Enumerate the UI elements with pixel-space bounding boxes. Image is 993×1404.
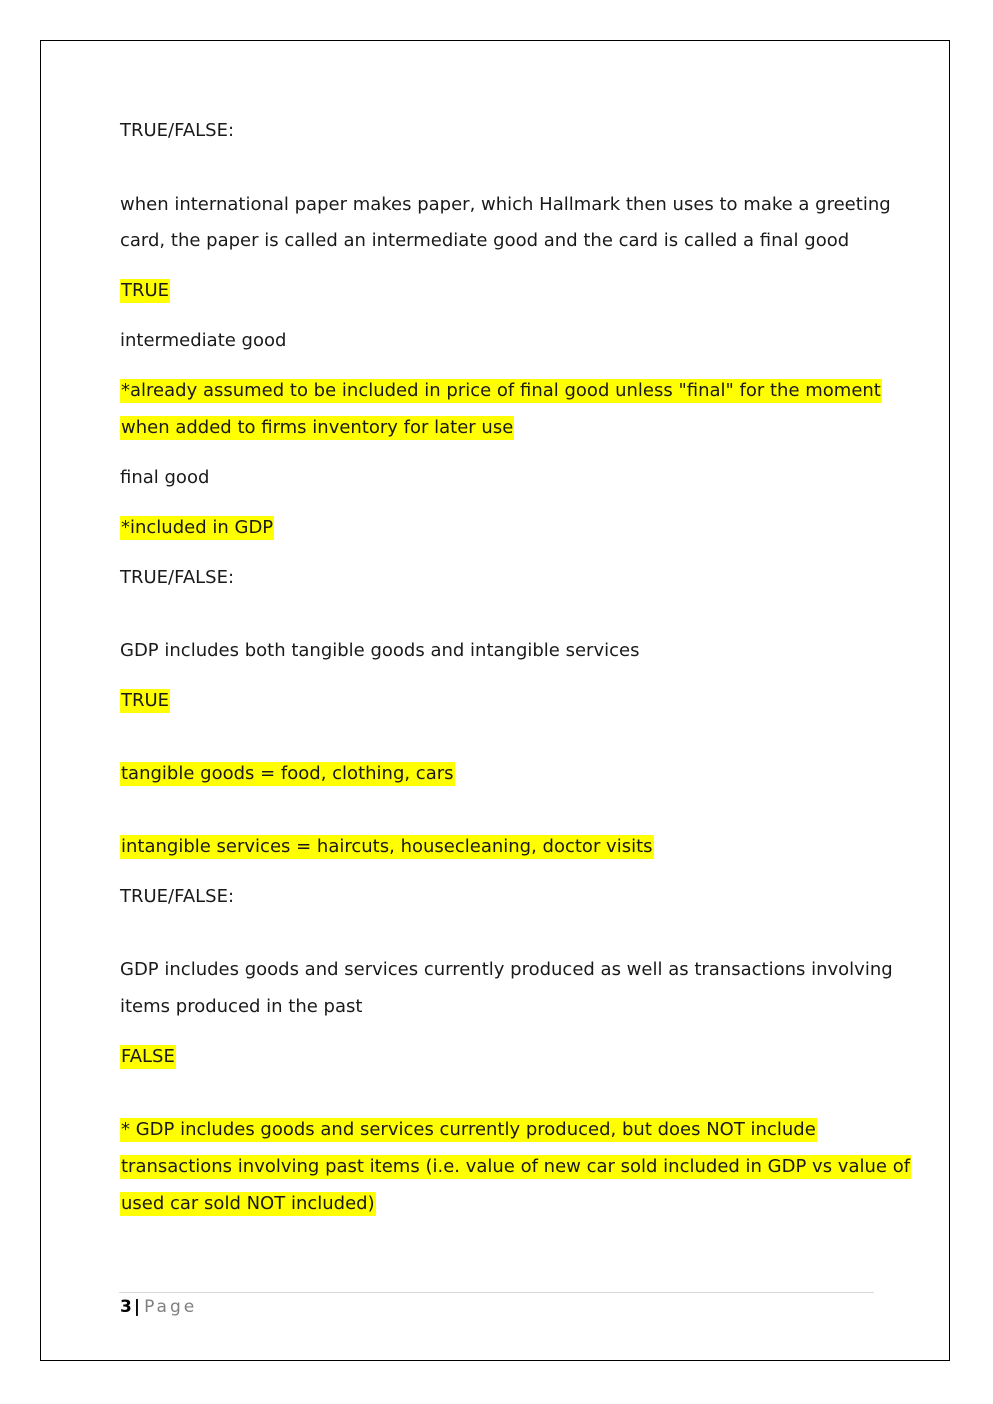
question-text: GDP includes goods and services currently produced as well as transactions involving — [120, 959, 893, 980]
term-label: final good — [120, 467, 210, 488]
answer: FALSE — [121, 1046, 175, 1067]
explanation: when added to firms inventory for later use — [121, 417, 514, 438]
page-label: Page — [144, 1297, 198, 1317]
question-heading: TRUE/FALSE: — [120, 886, 235, 907]
explanation: * GDP includes goods and services currently produced, but does NOT include — [121, 1119, 816, 1140]
footer-divider — [119, 1292, 874, 1293]
term-label: intermediate good — [120, 330, 287, 351]
explanation: used car sold NOT included) — [121, 1193, 375, 1214]
explanation: intangible services = haircuts, housecleaning, doctor visits — [121, 836, 653, 857]
question-text: when international paper makes paper, which Hallmark then uses to make a greeting — [120, 194, 891, 215]
question-text: items produced in the past — [120, 996, 363, 1017]
page-number: 3 — [120, 1297, 132, 1317]
explanation: tangible goods = food, clothing, cars — [121, 763, 454, 784]
answer: TRUE — [121, 690, 170, 711]
question-text: GDP includes both tangible goods and intangible services — [120, 640, 640, 661]
question-heading: TRUE/FALSE: — [120, 567, 235, 588]
explanation: transactions involving past items (i.e. value of new car sold included in GDP vs value of — [121, 1156, 911, 1177]
answer: TRUE — [121, 280, 170, 301]
explanation: *included in GDP — [121, 517, 274, 538]
question-text: card, the paper is called an intermediate good and the card is called a final good — [120, 230, 850, 251]
question-heading: TRUE/FALSE: — [120, 120, 235, 141]
page-separator: | — [133, 1297, 141, 1317]
explanation: *already assumed to be included in price of final good unless "final" for the moment — [121, 380, 881, 401]
page-footer — [120, 1296, 197, 1318]
